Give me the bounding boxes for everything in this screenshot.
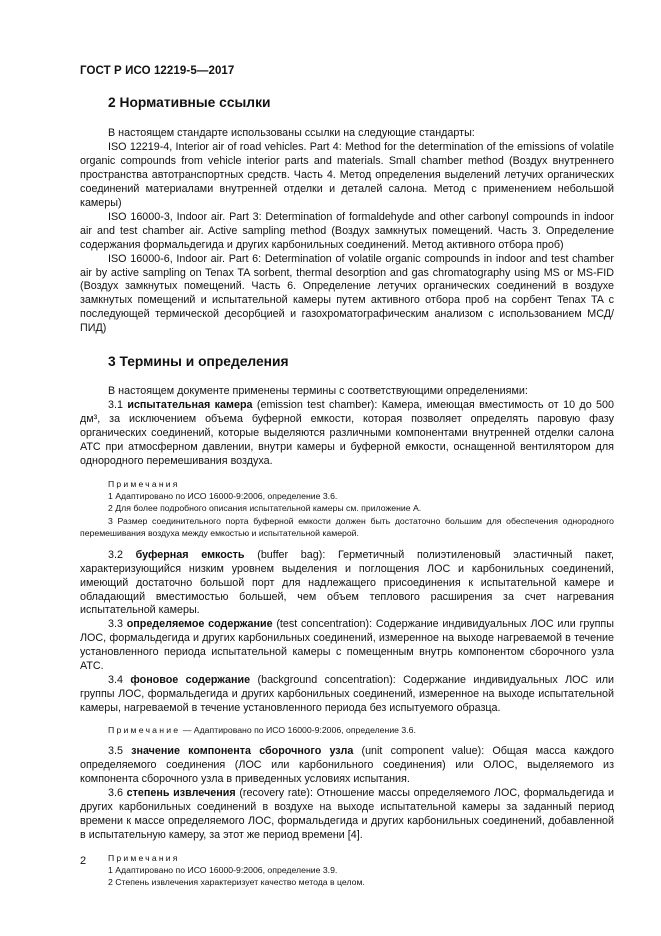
note-item: 1 Адаптировано по ИСО 16000-9:2006, определение 3.9. [108, 864, 338, 875]
reference-iso-16000-6: ISO 16000-6, Indoor air. Part 6: Determination of volatile organic compounds in indoor and test chamber air by active sampling on Tenax TA sorbent, thermal desorption and gas chromatography using MS or MS-FID (Воздух замкнутых помещений. Часть 6. Определение летучих органических соединений в воздухе замкнутых помещений и испытательной камеры путем активного отбора проб на сорбент Tenax TA с последующей термической десорбцией и газохроматографическим анализом с использованием МСД/ПИД) [80, 252, 614, 335]
term-number: 3.2 [108, 548, 123, 561]
note-item: 3 Размер соединительного порта буферной емкости должен быть достаточно большим для обеспечения однородного перемешивания воздуха между емкостью и испытательной камерой. [80, 515, 614, 539]
term-3-4 [80, 674, 614, 716]
document-header: ГОСТ Р ИСО 12219-5—2017 [80, 65, 235, 77]
term-3-6 [80, 787, 614, 843]
term-3-2 [80, 549, 614, 619]
term-name: определяемое содержание [126, 618, 273, 631]
note-3-4 [80, 724, 614, 736]
note-item: 1 Адаптировано по ИСО 16000-9:2006, определение 3.6. [108, 491, 338, 502]
section-2-intro: В настоящем стандарте использованы ссылки на следующие стандарты: [108, 127, 475, 139]
note-label: Примечание [108, 725, 181, 736]
term-definition: (background concentration): Содержание индивидуальных ЛОС или группы ЛОС, формальдегида и других карбонильных соединений, измеренное на выходе испытательной камеры, нагреваемой в течение установленного периода без испытуемого образца. [80, 674, 614, 715]
section-2-heading: 2 Нормативные ссылки [108, 95, 271, 110]
term-3-5 [80, 745, 614, 787]
term-name: значение компонента сборочного узла [131, 745, 354, 758]
term-definition: (recovery rate): Отношение массы определяемого ЛОС, формальдегида и других карбонильных соединений в воздухе на выходе испытательной камеры за заданный период времени к массе определяемого ЛОС, формальдегида и других карбонильных соединений, добавленной в испытательную камеру, за этот же период времени [4]. [80, 786, 614, 841]
notes-block-2 [80, 852, 614, 889]
notes-title: Примечания [108, 479, 180, 490]
term-definition: (test concentration): Содержание индивидуальных ЛОС или группы ЛОС, формальдегида и других карбонильных соединений, измеренное на выходе нагреваемой в течение установленного периода испытательной камеры с помещенным внутрь компонентом сборочного узла АТС. [80, 618, 614, 673]
term-definition: (unit component value): Общая масса каждого определяемого соединения (ЛОС или карбонильного соединения) или ОЛОС, выделяемого из компонента сборочного узла в приведенных условиях испытания. [80, 745, 614, 785]
term-name: буферная емкость [135, 548, 245, 561]
reference-iso-16000-3: ISO 16000-3, Indoor air. Part 3: Determination of formaldehyde and other carbonyl compounds in indoor air and test chamber air. Active sampling method (Воздух замкнутых помещений. Часть 3. Определение содержания формальдегида и других карбонильных соединений. Метод активного отбора проб) [80, 210, 614, 251]
term-number: 3.4 [108, 674, 123, 687]
notes-title: Примечания [108, 852, 180, 863]
term-definition: (buffer bag): Герметичный полиэтиленовый эластичный пакет, характеризующийся низким уровнем выделения и поглощения ЛОС и карбонильных соединений, имеющий достаточно большой порт для надлежащего присоединения к испытательной камере и обладающий вместимостью большей, чем объем теплового расширения за счет нагревания испытательной камеры. [80, 548, 614, 617]
note-item: 2 Для более подробного описания испытательной камеры см. приложение А. [108, 503, 422, 514]
term-name: фоновое содержание [130, 674, 251, 687]
term-3-1 [80, 399, 614, 469]
term-name: испытательная камера [127, 399, 253, 412]
page-content [80, 88, 614, 889]
note-text: — Адаптировано по ИСО 16000-9:2006, определение 3.6. [180, 725, 416, 736]
section-3-intro: В настоящем документе применены термины с соответствующими определениями: [108, 385, 528, 398]
term-name: степень извлечения [126, 786, 236, 799]
term-number: 3.6 [108, 786, 123, 799]
notes-block-1 [80, 478, 614, 540]
section-3-heading: 3 Термины и определения [108, 354, 289, 370]
page-number: 2 [80, 855, 87, 867]
reference-iso-12219-4: ISO 12219-4, Interior air of road vehicles. Part 4: Method for the determination of the emissions of volatile organic compounds from vehicle interior parts and materials. Small chamber method (Воздух внутреннего пространства автотранспортных средств. Часть 4. Метод определения выделений летучих органических соединений материалами внутренней отделки и деталей салона. Метод с применением небольшой камеры) [80, 140, 614, 209]
term-definition: (emission test chamber): Камера, имеющая вместимость от 10 до 500 дм³, за исключением объема буферной емкости, которая позволяет определять паровую фазу органических соединений, которые выделяются различными компонентами внутренней отделки салона АТС при атмосферном давлении, внутри камеры и буферной емкости, оснащенной вентилятором для однородного перемешивания воздуха. [80, 399, 614, 468]
term-number: 3.1 [108, 399, 123, 412]
term-number: 3.5 [108, 745, 123, 758]
term-3-3 [80, 618, 614, 674]
term-number: 3.3 [108, 618, 123, 631]
note-item: 2 Степень извлечения характеризует качество метода в целом. [108, 877, 365, 888]
